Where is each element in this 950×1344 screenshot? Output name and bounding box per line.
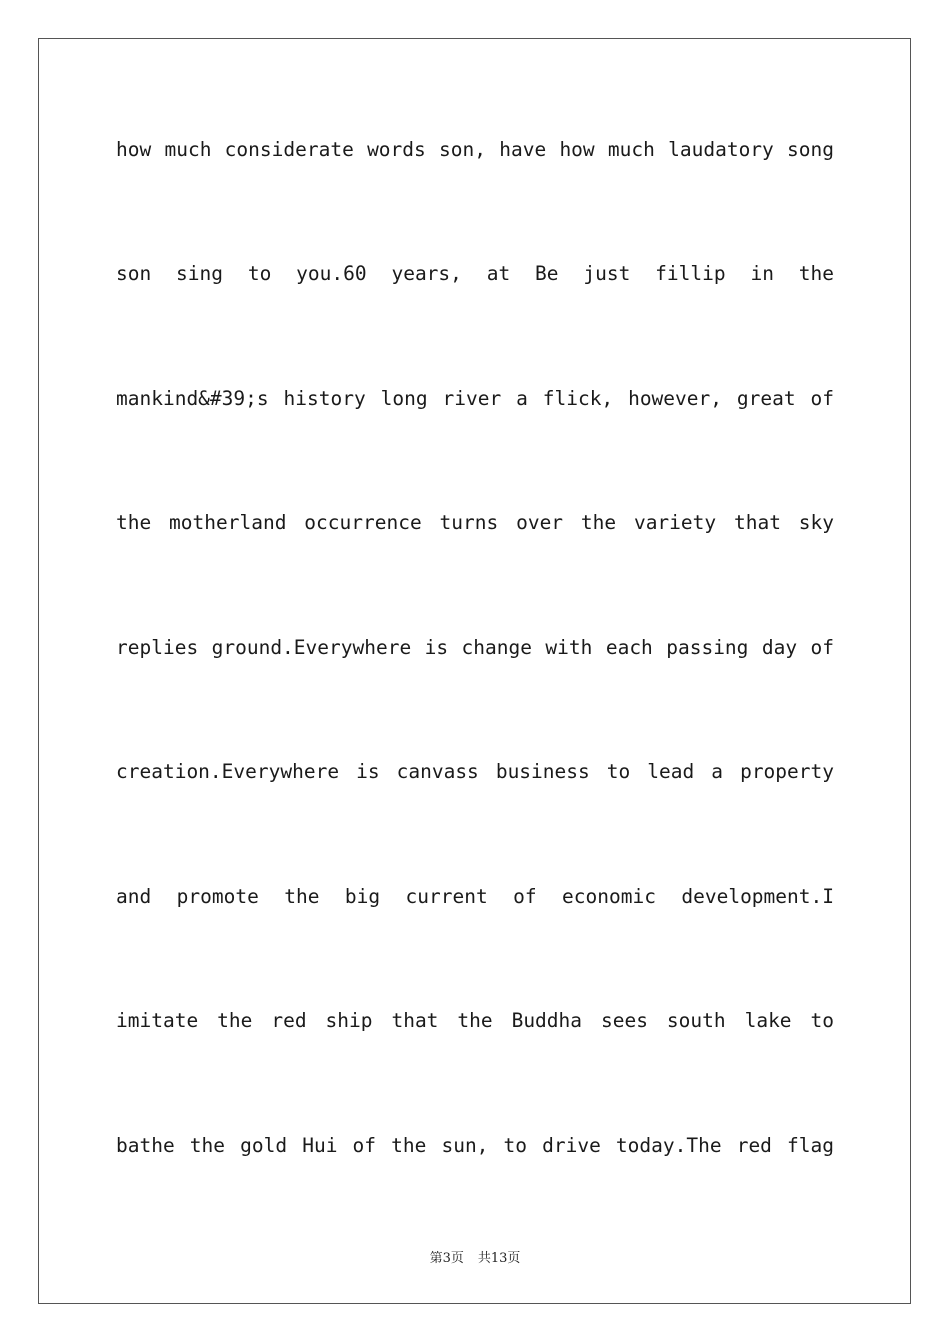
page-footer: [0, 1247, 950, 1266]
text-line: the motherland occurrence turns over the variety that sky: [116, 511, 834, 534]
text-line: bathe the gold Hui of the sun, to drive today.The red flag: [116, 1134, 834, 1157]
text-line: and promote the big current of economic development.I: [116, 885, 834, 908]
text-line: how much considerate words son, have how much laudatory song: [116, 138, 834, 161]
text-line: replies ground.Everywhere is change with each passing day of: [116, 636, 834, 659]
page-border: [38, 38, 911, 1304]
text-line: son sing to you.60 years, at Be just fillip in the: [116, 262, 834, 285]
text-line: imitate the red ship that the Buddha sees south lake to: [116, 1009, 834, 1032]
page-total: 共13页: [477, 1251, 521, 1266]
text-line: creation.Everywhere is canvass business to lead a property: [116, 760, 834, 783]
page-number: 第3页: [429, 1251, 464, 1266]
text-line: mankind&#39;s history long river a flick, however, great of: [116, 387, 834, 410]
